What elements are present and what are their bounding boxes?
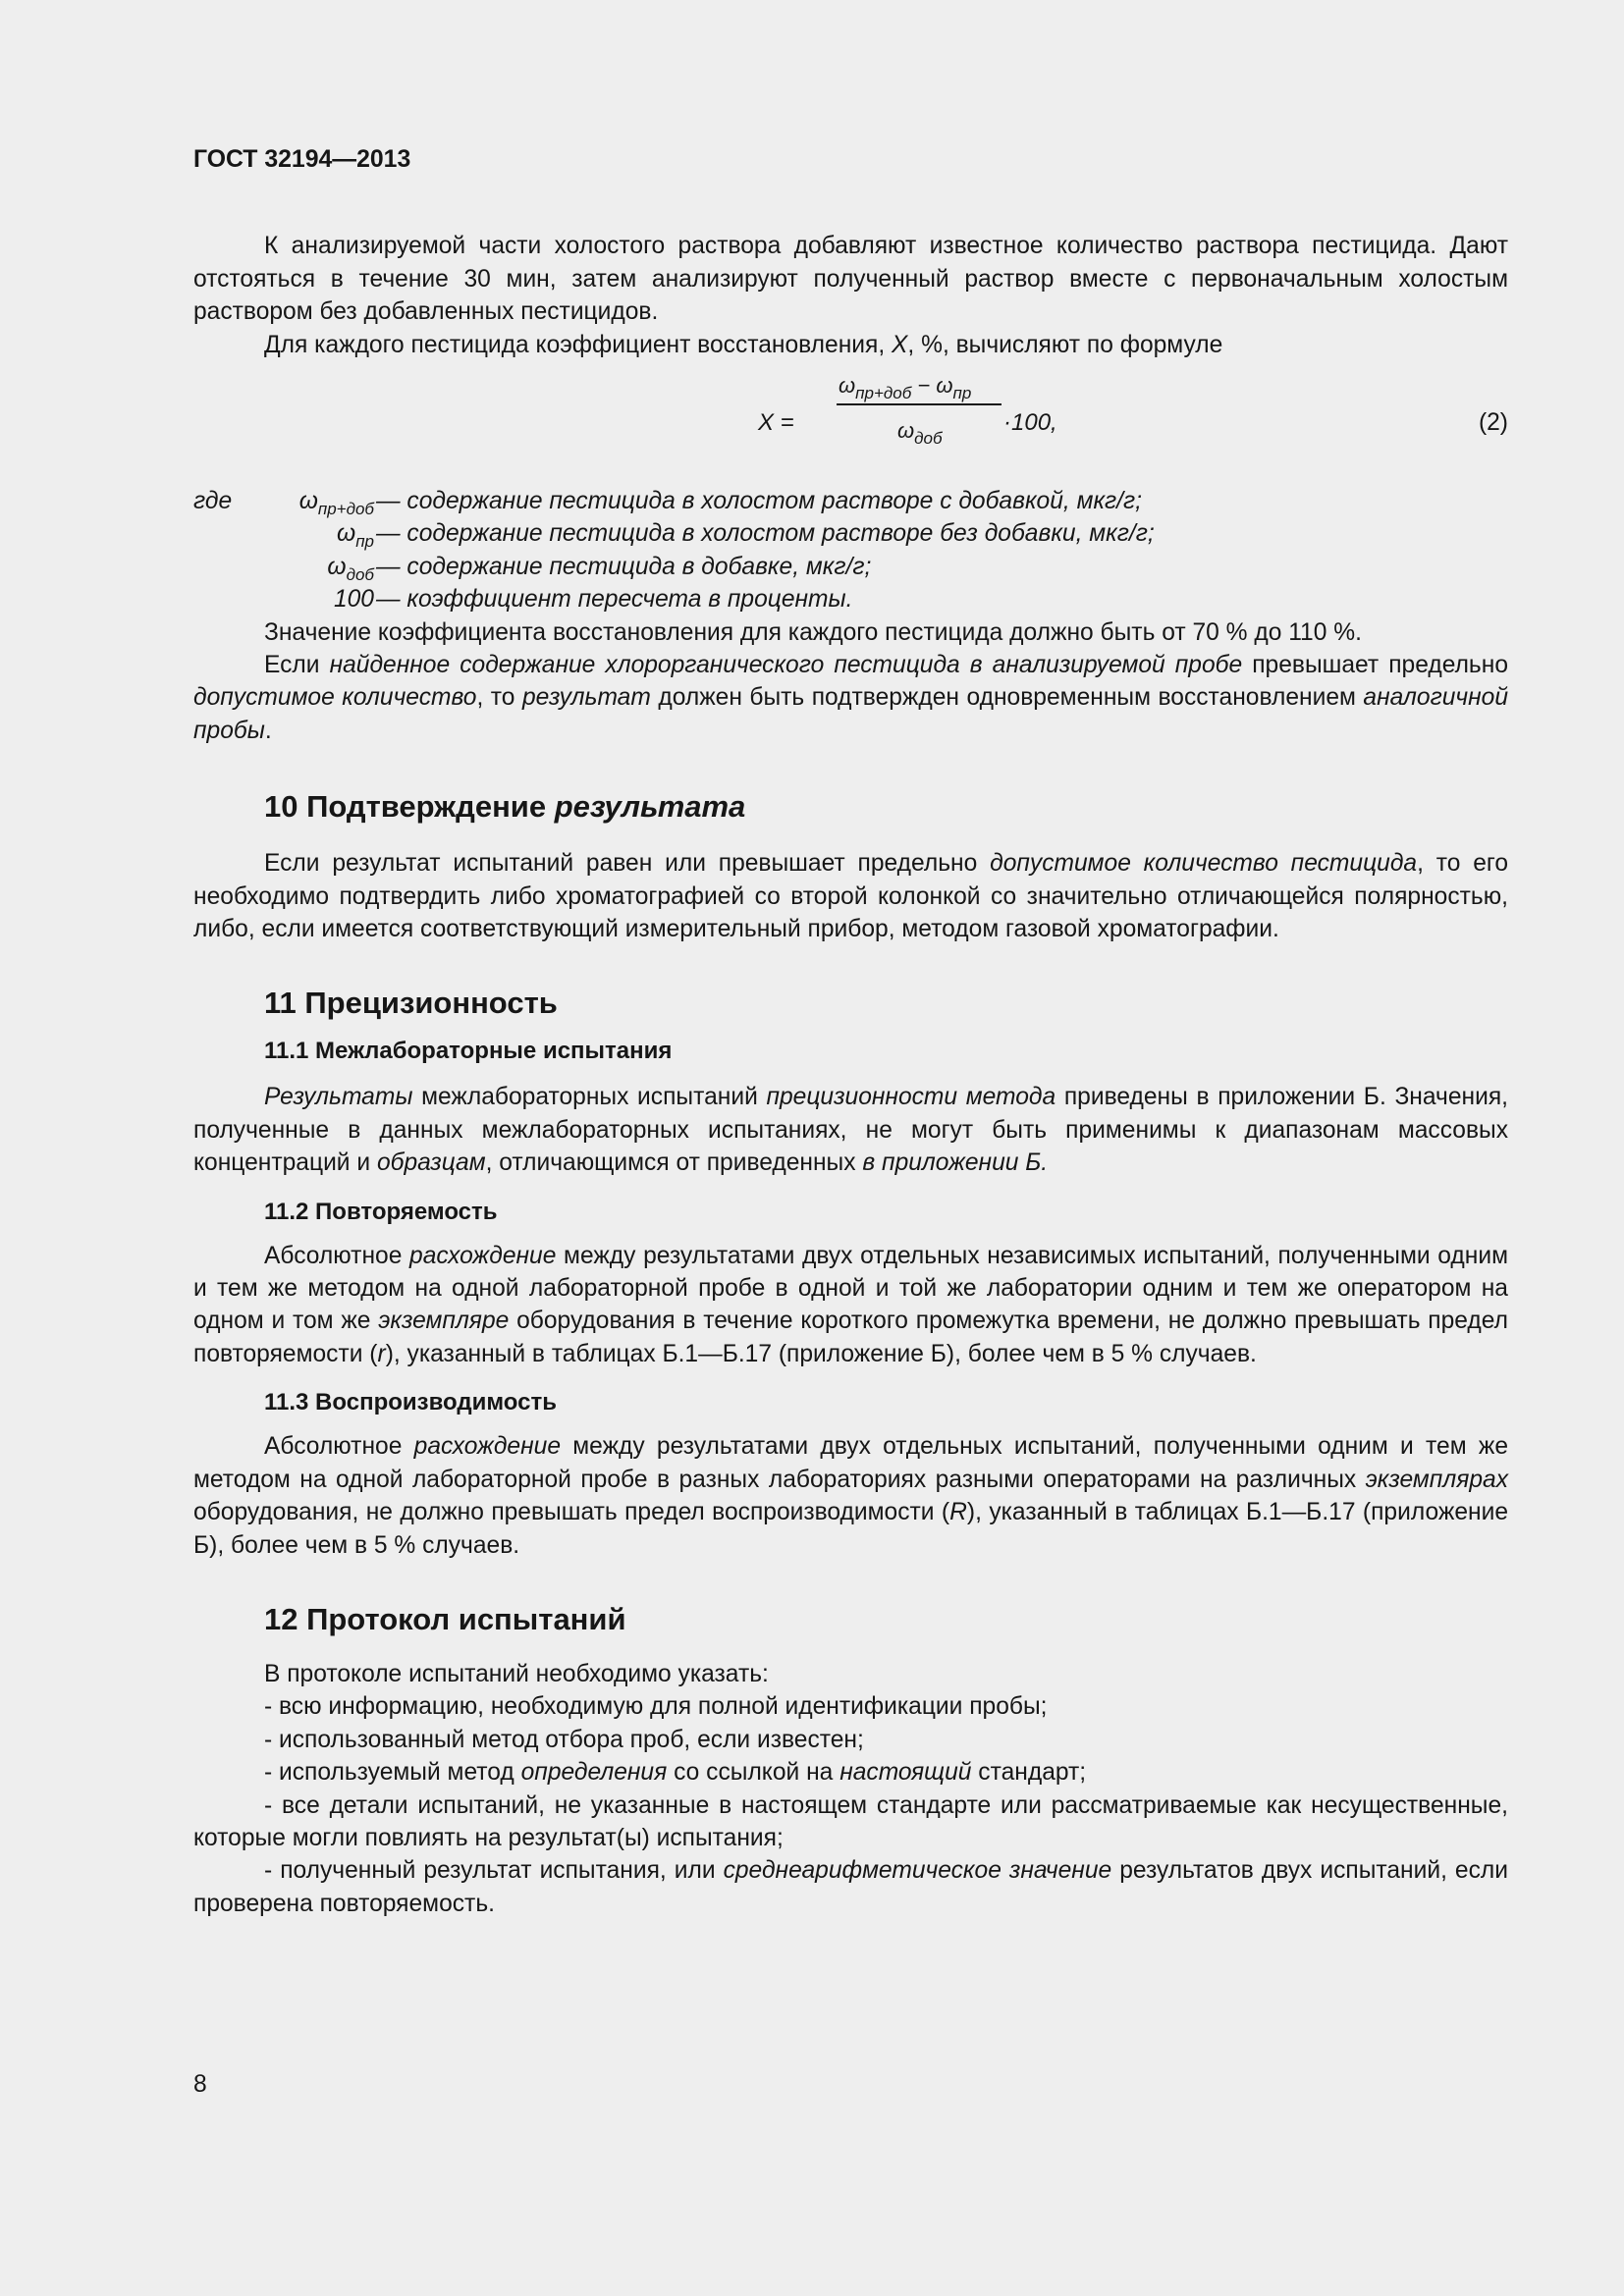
page-content (193, 143, 1508, 1920)
list-item: - все детали испытаний, не указанные в настоящем стандарте или рассматриваемые как несущественные, которые могли повлиять на результат(ы) испытания; (193, 1791, 1508, 1851)
section-11-2-title: 11.2 Повторяемость (264, 1198, 498, 1225)
page-number: 8 (193, 2071, 207, 2098)
section-11-2-paragraph: Абсолютное расхождение между результатами двух отдельных независимых испытаний, полученными одним и тем же методом на одной лабораторной пробе в одной и той же лаборатории одним и тем же оператором на одном и том же экземпляре оборудования в течение короткого промежутка времени, не должно превышать предел повторяемости (r), указанный в таблицах Б.1—Б.17 (приложение Б), более чем в 5 % случаев. (193, 1242, 1508, 1367)
formula-legend (193, 485, 1508, 616)
section-11-3-paragraph: Абсолютное расхождение между результатами двух отдельных испытаний, полученными одним и тем же методом на одной лабораторной пробе в разных лабораториях разными операторами на различных экземплярах оборудования, не должно превышать предел воспроизводимости (R), указанный в таблицах Б.1—Б.17 (приложение Б), более чем в 5 % случаев. (193, 1433, 1508, 1559)
list-item: - всю информацию, необходимую для полной идентификации пробы; (264, 1693, 1048, 1721)
paragraph-confirmation: Если найденное содержание хлорорганического пестицида в анализируемой пробе превышает предельно допустимое количество, то результат должен быть подтвержден одновременным восстановлением аналогичной пробы. (193, 652, 1508, 744)
list-item: - использованный метод отбора проб, если известен; (264, 1726, 864, 1753)
formula-multiplier: ·100, (1003, 409, 1057, 437)
paragraph-recovery-range: Значение коэффициента восстановления для каждого пестицида должно быть от 70 % до 110 %. (264, 618, 1362, 646)
document-code: ГОСТ 32194—2013 (193, 146, 411, 173)
list-item: В протоколе испытаний необходимо указать: (264, 1660, 769, 1687)
section-10-paragraph: Если результат испытаний равен или превышает предельно допустимое количество пестицида, то его необходимо подтвердить либо хроматографией со второй колонкой со значительно отличающейся полярностью, либо, если имеется соответствующий измерительный прибор, методом газовой хроматографии. (193, 850, 1508, 943)
formula-denominator: $\omega_{доб}$ (897, 418, 943, 449)
section-12-title: 12 Протокол испытаний (264, 1601, 626, 1636)
section-11-title: 11 Прецизионность (264, 986, 558, 1021)
legend-row: $\omega_{пр}$ — содержание пестицида в холостом растворе без добавки, мкг/г; (337, 520, 1155, 552)
section-10-title: 10 Подтверждение результата (264, 789, 746, 825)
section-11-3-title: 11.3 Воспроизводимость (264, 1389, 557, 1416)
formula-lhs: X = (758, 409, 794, 437)
legend-row: $\omega_{доб}$ — содержание пестицида в добавке, мкг/г; (327, 553, 872, 584)
section-11-1-paragraph: Результаты межлабораторных испытаний прецизионности метода приведены в приложении Б. Значения, полученные в данных межлабораторных испытаниях, не могут быть применимы к диапазонам массовых концентраций и образцам, отличающимся от приведенных в приложении Б. (193, 1084, 1508, 1177)
list-item: - полученный результат испытания, или среднеарифметическое значение результатов двух испытаний, если проверена повторяемость. (193, 1857, 1508, 1917)
legend-row: где $\omega_{пр+доб}$ — содержание пестицида в холостом растворе с добавкой, мкг/г; (193, 488, 1142, 519)
formula-numerator: $\omega_{пр+доб} - \omega_{пр}$ (839, 373, 972, 403)
list-item: - используемый метод определения со ссылкой на настоящий стандарт; (264, 1759, 1087, 1787)
paragraph-spike: К анализируемой части холостого раствора добавляют известное количество раствора пестицида. Дают отстояться в течение 30 мин, затем анализируют полученный раствор вместе с первоначальным холостым раствором без добавленных пестицидов. (193, 233, 1508, 326)
fraction-bar (837, 403, 1001, 405)
formula-2 (193, 365, 1508, 485)
section-11-1-title: 11.1 Межлабораторные испытания (264, 1038, 673, 1065)
legend-row: 100 — коэффициент пересчета в проценты. (333, 586, 853, 614)
paragraph-formula-intro: Для каждого пестицида коэффициент восстановления, X, %, вычисляют по формуле (264, 331, 1223, 358)
formula-number: (2) (1478, 409, 1508, 437)
protocol-list (193, 1658, 1508, 1920)
